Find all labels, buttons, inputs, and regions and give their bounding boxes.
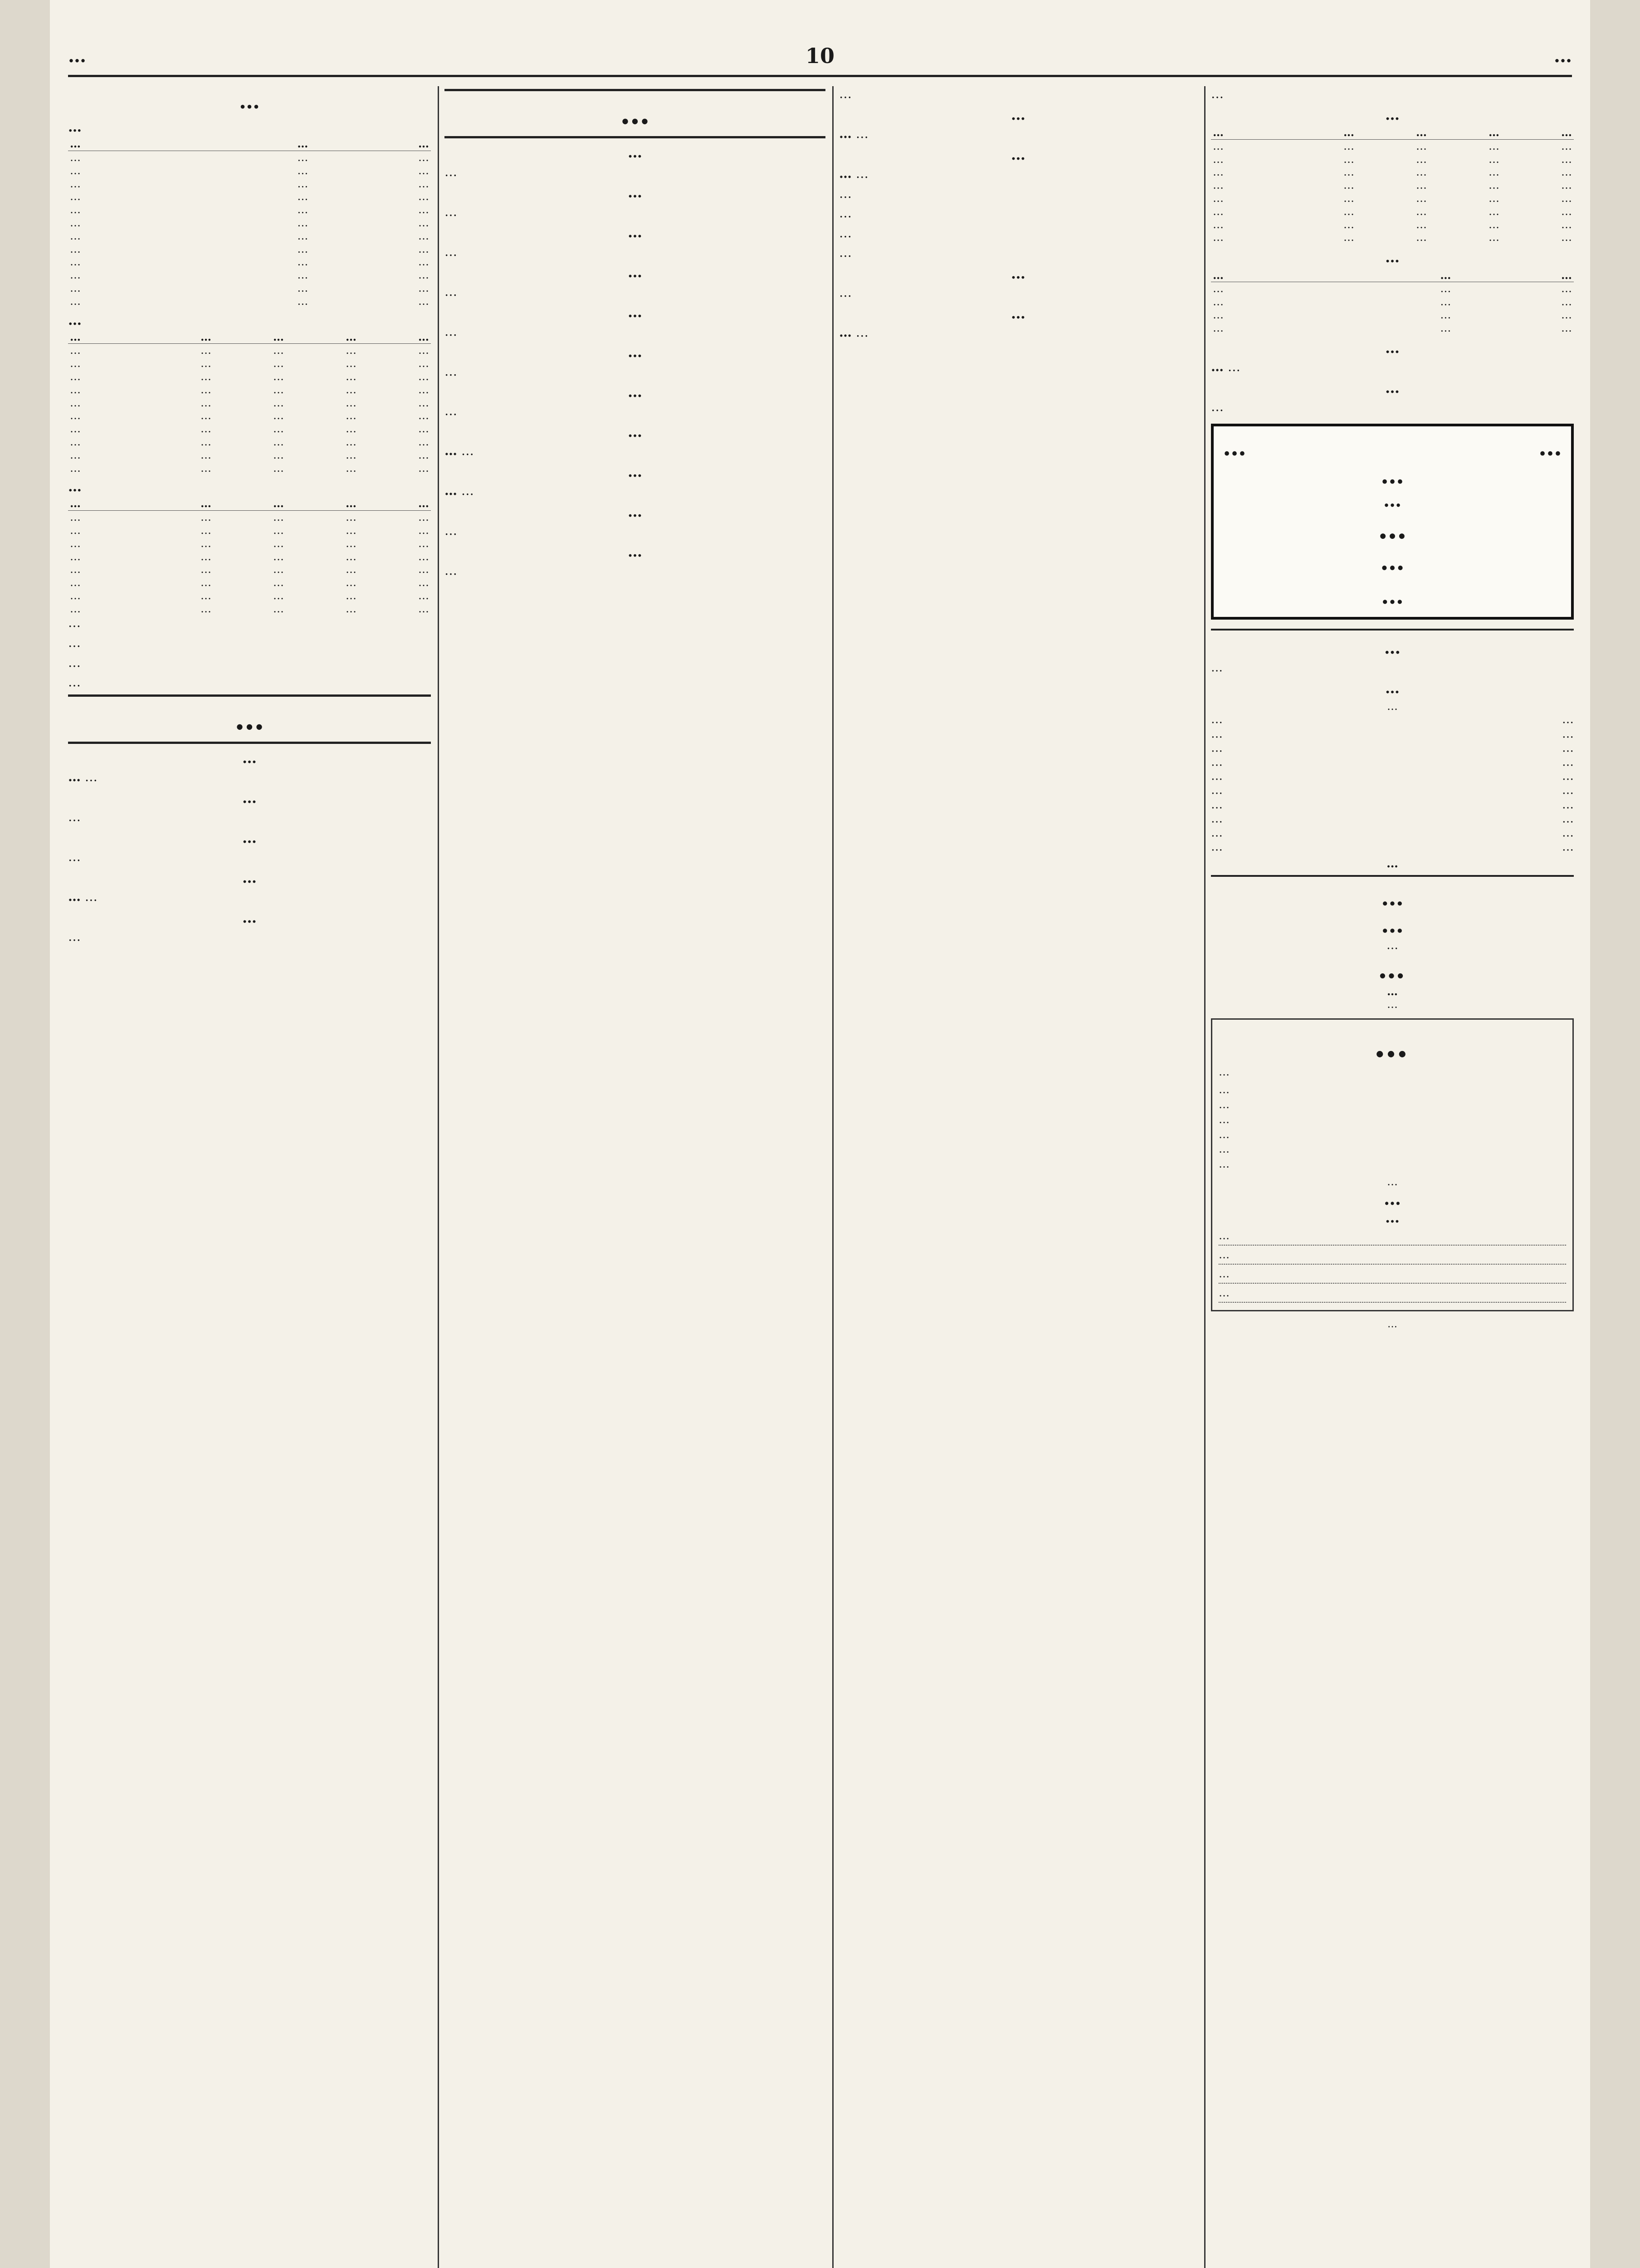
column-divider bbox=[1204, 86, 1206, 2268]
table-header: … bbox=[1356, 126, 1429, 139]
ad-text: … bbox=[1380, 547, 1405, 576]
bank-label: … bbox=[1387, 1175, 1398, 1188]
table-header: … bbox=[286, 497, 358, 510]
article-title: … bbox=[242, 789, 257, 807]
table-row: … … … bbox=[70, 242, 429, 255]
cast-row: … … bbox=[1211, 769, 1574, 783]
theater-program bbox=[1211, 629, 1574, 877]
prize-line: … bbox=[1219, 1083, 1230, 1096]
article-body: … bbox=[839, 225, 852, 240]
table-row: … … … … … bbox=[70, 563, 429, 576]
table-row: … … … … … bbox=[1213, 152, 1572, 166]
section-title-devisenkurse: … bbox=[239, 89, 260, 113]
article-body: … bbox=[839, 186, 852, 201]
article-body: … bbox=[68, 849, 81, 865]
coupon-occupation-field[interactable]: … bbox=[1219, 1248, 1566, 1265]
article-body: … bbox=[444, 323, 457, 339]
article-title: … bbox=[628, 264, 642, 281]
table-row: … … … … … bbox=[70, 448, 429, 461]
ad-arc-text: … bbox=[1381, 461, 1404, 489]
table-row: … … … bbox=[70, 294, 429, 308]
table-row: … … … … … bbox=[70, 383, 429, 396]
article-title: … bbox=[1011, 146, 1025, 163]
market-paragraph: … bbox=[68, 615, 81, 631]
promesse-title: … bbox=[1374, 1025, 1411, 1066]
advertisement-promesse bbox=[1211, 1018, 1574, 1311]
table-row: … … … … … bbox=[70, 435, 429, 448]
promesse-text: … bbox=[1219, 1066, 1230, 1079]
imprint: … bbox=[1387, 1318, 1397, 1330]
table-header: … bbox=[1453, 269, 1574, 282]
cotton-table-newyork bbox=[1211, 269, 1574, 335]
table-row: … … … … … bbox=[1213, 166, 1572, 179]
cotton-table-liverpool bbox=[1211, 126, 1574, 244]
cast-row: … … bbox=[1211, 811, 1574, 826]
table-header: … bbox=[1211, 126, 1284, 139]
table-header: … bbox=[213, 331, 286, 344]
table-header: … bbox=[141, 497, 213, 510]
article-body: … bbox=[839, 205, 852, 221]
rates-label-wien: … bbox=[68, 479, 82, 495]
table-header: … bbox=[1429, 126, 1501, 139]
table-row: … … … … … bbox=[70, 550, 429, 563]
cast-row: … … bbox=[1211, 713, 1574, 727]
table-row: … … … … … bbox=[70, 409, 429, 422]
table-row: … … … … … bbox=[1213, 191, 1572, 205]
article-title: … bbox=[1385, 339, 1400, 357]
article-body: … … bbox=[444, 483, 474, 499]
prize-line: … bbox=[1219, 1128, 1230, 1141]
table-row: … … … bbox=[70, 229, 429, 242]
table-header: … bbox=[189, 137, 310, 151]
article-title: … bbox=[242, 909, 257, 926]
column-divider bbox=[832, 86, 834, 2268]
column-divider bbox=[438, 86, 439, 2268]
article-body: … bbox=[444, 563, 457, 578]
rates-table-wien bbox=[68, 497, 431, 615]
coupon-address-field[interactable]: … bbox=[1219, 1267, 1566, 1284]
table-header: … bbox=[358, 331, 431, 344]
table-row: … … … … … bbox=[70, 523, 429, 537]
table-row: … … … bbox=[1213, 295, 1572, 308]
table-row: … … … … … bbox=[1213, 139, 1572, 152]
table-header: … bbox=[310, 137, 431, 151]
column-commodity-reports bbox=[839, 86, 1197, 2268]
article-body: … bbox=[444, 363, 457, 379]
rates-label-zurich: … bbox=[68, 119, 82, 136]
article-title: … bbox=[628, 343, 642, 361]
theater-footer: … bbox=[1386, 857, 1398, 871]
article-title: … bbox=[628, 184, 642, 201]
cast-row: … … bbox=[1211, 783, 1574, 797]
column-cable-rates bbox=[444, 86, 825, 2268]
advertisement-hedin bbox=[1211, 884, 1574, 1012]
table-row: … … … … … bbox=[1213, 205, 1572, 218]
article-title: … bbox=[1011, 106, 1025, 123]
table-row: … … … … … bbox=[70, 357, 429, 370]
market-paragraph: … bbox=[68, 655, 81, 670]
table-row: … … … bbox=[70, 190, 429, 203]
ad-brand: … bbox=[1378, 512, 1407, 546]
article-body: … … bbox=[68, 769, 98, 785]
ad-text: … bbox=[1538, 433, 1562, 461]
table-row: … … … bbox=[70, 203, 429, 216]
cast-row: … … bbox=[1211, 755, 1574, 769]
issue-date: … bbox=[1553, 45, 1572, 67]
table-row: … … … … … bbox=[1213, 231, 1572, 244]
table-header: … bbox=[358, 497, 431, 510]
table-row: … … … … … bbox=[70, 576, 429, 589]
article-body: … bbox=[839, 285, 852, 300]
left-margin bbox=[0, 0, 50, 2268]
bank-name: … bbox=[1384, 1188, 1401, 1209]
promesse-note: … bbox=[1219, 1158, 1230, 1171]
cast-row: … … bbox=[1211, 727, 1574, 741]
table-header: … bbox=[1332, 269, 1453, 282]
article-body: … bbox=[444, 403, 457, 419]
ad-brand: … bbox=[1378, 953, 1407, 985]
section-title-warenmeldungen: … bbox=[68, 694, 431, 744]
article-body: … bbox=[1211, 399, 1224, 414]
table-row: … … … bbox=[70, 269, 429, 282]
coupon-post-field[interactable]: … bbox=[1219, 1286, 1566, 1303]
table-header: … bbox=[68, 497, 141, 510]
article-title: … bbox=[628, 463, 642, 481]
article-title: … bbox=[628, 383, 642, 401]
table-row: … … … bbox=[70, 164, 429, 177]
table-row: … … … … … bbox=[70, 344, 429, 357]
table-header: … bbox=[68, 331, 141, 344]
cast-row: … … bbox=[1211, 840, 1574, 854]
article-title: … bbox=[1385, 379, 1400, 396]
play-subtitle: … bbox=[1387, 699, 1398, 713]
cast-row: … … bbox=[1211, 797, 1574, 811]
theater-date-line: … bbox=[1211, 661, 1223, 675]
article-title: … bbox=[242, 869, 257, 886]
article-title: … bbox=[628, 423, 642, 441]
article-title: … bbox=[628, 543, 642, 561]
table-row: … … … … … bbox=[70, 370, 429, 383]
article-title: … bbox=[1011, 264, 1025, 282]
article-body: … bbox=[444, 523, 457, 538]
bank-address: … bbox=[1385, 1209, 1400, 1227]
ad-text: … bbox=[1383, 490, 1401, 512]
table-row: … … … … … bbox=[70, 396, 429, 409]
article-title: … bbox=[242, 829, 257, 847]
market-paragraph: … bbox=[68, 675, 81, 690]
article-title: … bbox=[1011, 304, 1025, 322]
article-body: … bbox=[839, 245, 852, 260]
table-row: … … … bbox=[70, 151, 429, 164]
table-header: … bbox=[1284, 126, 1356, 139]
table-row: … … … … … bbox=[70, 422, 429, 435]
table-header: … bbox=[213, 497, 286, 510]
article-body: … … bbox=[1211, 359, 1240, 374]
column-currency-rates bbox=[68, 86, 431, 2268]
table-header: … bbox=[1501, 126, 1574, 139]
cast-row: … … bbox=[1211, 741, 1574, 755]
table-header: … bbox=[286, 331, 358, 344]
article-title: … bbox=[628, 144, 642, 161]
article-title: … bbox=[628, 224, 642, 241]
table-row: … … … bbox=[70, 177, 429, 190]
prize-line: … bbox=[1219, 1113, 1230, 1126]
table-header: … bbox=[141, 331, 213, 344]
theater-title: … bbox=[1384, 638, 1401, 658]
table-header: … bbox=[1211, 269, 1332, 282]
right-margin bbox=[1590, 0, 1640, 2268]
article-body: … bbox=[444, 284, 457, 299]
market-paragraph: … bbox=[68, 635, 81, 650]
ad-text: … bbox=[1386, 938, 1398, 952]
rates-table-zurich bbox=[68, 137, 431, 308]
ad-address: … bbox=[1381, 582, 1404, 609]
article-title: … bbox=[628, 303, 642, 321]
article-body: … … bbox=[839, 325, 869, 340]
newspaper-title: … bbox=[68, 45, 86, 67]
ad-text: … bbox=[1381, 884, 1404, 911]
article-body: … bbox=[444, 244, 457, 259]
table-row: … … … … … bbox=[1213, 179, 1572, 192]
article-body: … bbox=[68, 809, 81, 825]
section-title-kabelkurse: … bbox=[444, 89, 825, 138]
article-title: … bbox=[628, 503, 642, 521]
table-row: … … … … … bbox=[70, 537, 429, 550]
article-body: … … bbox=[444, 443, 474, 459]
table-row: … … … bbox=[1213, 282, 1572, 295]
ad-text: … bbox=[1387, 984, 1398, 998]
table-row: … … … … … bbox=[70, 461, 429, 474]
article-body: … bbox=[444, 204, 457, 219]
table-row: … … … bbox=[70, 255, 429, 269]
table-row: … … … … … bbox=[70, 511, 429, 524]
article-body: … … bbox=[839, 126, 869, 141]
article-title: … bbox=[1385, 249, 1400, 266]
page-header bbox=[68, 40, 1572, 72]
cast-row: … … bbox=[1211, 826, 1574, 840]
header-rule bbox=[68, 75, 1572, 77]
table-row: … … … … … bbox=[1213, 218, 1572, 231]
column-cotton-and-ads bbox=[1211, 86, 1574, 2268]
rates-label-berlin: … bbox=[68, 312, 82, 328]
page-number: 10 bbox=[805, 44, 835, 68]
article-body: … … bbox=[839, 166, 869, 181]
article-body: … bbox=[1211, 86, 1224, 101]
prize-line: … bbox=[1219, 1143, 1230, 1156]
article-body: … bbox=[68, 929, 81, 944]
play-title: … bbox=[1385, 679, 1400, 697]
article-title: … bbox=[242, 749, 257, 767]
table-row: … … … bbox=[70, 216, 429, 229]
ad-text: … bbox=[1223, 433, 1246, 461]
ad-text: … bbox=[1381, 911, 1404, 938]
article-body: … bbox=[839, 86, 852, 101]
article-title: … bbox=[1385, 106, 1400, 123]
ad-text: … bbox=[1387, 998, 1398, 1011]
coupon-name-field[interactable]: … bbox=[1219, 1229, 1566, 1246]
article-body: … bbox=[444, 164, 457, 179]
table-row: … … … … … bbox=[70, 602, 429, 615]
advertisement-metzeles bbox=[1211, 424, 1574, 620]
table-row: … … … bbox=[1213, 321, 1572, 334]
table-row: … … … bbox=[1213, 308, 1572, 321]
rates-table-berlin bbox=[68, 331, 431, 475]
table-header: … bbox=[68, 137, 189, 151]
prize-line: … bbox=[1219, 1098, 1230, 1111]
table-row: … … … bbox=[70, 281, 429, 294]
article-body: … … bbox=[68, 889, 98, 904]
table-row: … … … … … bbox=[70, 589, 429, 602]
